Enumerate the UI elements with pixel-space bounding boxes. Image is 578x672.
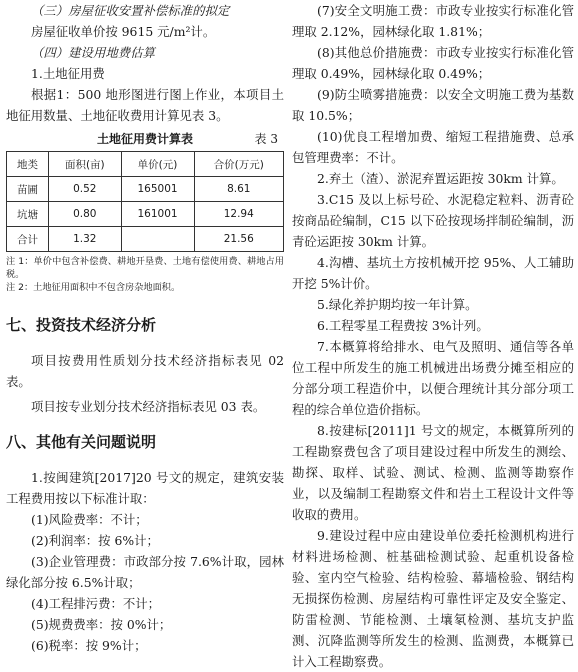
section-8-paragraph-1: 1.按闽建筑[2017]20 号文的规定，建筑安装工程费用按以下标准计取：: [6, 470, 284, 506]
table-cell: 坑塘: [7, 202, 49, 227]
table-cell: [121, 227, 194, 252]
table-title: 土地征用费计算表: [96, 132, 193, 146]
table-caption: [6, 128, 284, 150]
table-header-cell: 合价(万元): [194, 152, 283, 177]
table-cell: 161001: [121, 202, 194, 227]
paragraph-excellent-project-fee: (10)优良工程增加费、缩短工程措施费、总承包管理费率：不计。: [292, 129, 574, 165]
section-7-paragraph-1: 项目按费用性质划分技术经济指标表见 02 表。: [6, 353, 284, 389]
table-header-row: [7, 152, 284, 177]
table-cell: 0.52: [49, 177, 121, 202]
table-notes: [6, 255, 284, 294]
paragraph-minor-works: 6.工程零星工程费按 3%计列。: [317, 318, 489, 333]
table-note-2: 注 2：土地征用面积中不包含房杂地面积。: [6, 282, 181, 293]
table-cell: 合计: [7, 227, 49, 252]
table-cell: 165001: [121, 177, 194, 202]
list-item: (4)工程排污费：不计；: [31, 596, 161, 611]
paragraph-machinery-fee: 7.本概算将给排水、电气及照明、通信等各单位工程中所发生的施工机械进出场费分摊至相应的分部分项工程造价中，以便合理统计其分部分项工程的综合单位造价指标。: [292, 339, 574, 417]
paragraph-greening-maintenance: 5.绿化养护期均按一年计算。: [317, 297, 478, 312]
table-header-cell: 单价(元): [121, 152, 194, 177]
paragraph-dust-spray-fee: (9)防尘喷雾措施费：以安全文明施工费为基数取 10.5%；: [292, 87, 574, 123]
table-header-cell: 面积(亩): [49, 152, 121, 177]
table-header-cell: 地类: [7, 152, 49, 177]
left-column: [6, 0, 284, 656]
heading-compensation-standard: （三）房屋征收安置补偿标准的拟定: [31, 3, 230, 18]
paragraph-house-price: 房屋征收单价按 9615 元/m²计。: [31, 24, 216, 39]
paragraph-land-basis: 根据1：500 地形图进行图上作业，本项目土地征用数量、土地征收费用计算见表 3。: [6, 87, 284, 123]
table-cell: 1.32: [49, 227, 121, 252]
paragraph-concrete: 3.C15 及以上标号砼、水泥稳定粒料、沥青砼按商品砼编制，C15 以下砼按现场拌制砼编制，沥青砼运距按 30km 计算。: [292, 192, 574, 249]
list-item: (2)利润率：按 6%计；: [31, 533, 159, 548]
section-8-title: 八、其他有关问题说明: [6, 433, 157, 451]
paragraph-safety-fee: (7)安全文明施工费：市政专业按实行标准化管理取 2.12%，园林绿化取 1.81%；: [292, 3, 574, 39]
table-cell: 0.80: [49, 202, 121, 227]
list-item: (1)风险费率：不计；: [31, 512, 148, 527]
table-cell: 12.94: [194, 202, 283, 227]
list-item: (6)税率：按 9%计；: [31, 638, 147, 653]
paragraph-spoil-distance: 2.弃土（渣）、淤泥弃置运距按 30km 计算。: [317, 171, 564, 186]
paragraph-testing-fee: 9.建设过程中应由建设单位委托检测机构进行材料进场检测、桩基础检测试验、起重机设备检验、室内空气检验、结构检验、幕墙检验、钢结构无损探伤检测、房屋结构可靠性评定及安全鉴定、防雷检测、节能检测、土壤氡检测、基坑支护监测、沉降监测等所发生的检测、监测费，本概算已计入工程勘察费。: [292, 528, 574, 669]
paragraph-excavation: 4.沟槽、基坑土方按机械开挖 95%、人工辅助开挖 5%计价。: [292, 255, 574, 291]
table-note-1: 注 1：单价中包含补偿费、耕地开垦费、土地有偿使用费、耕地占用税。: [6, 256, 284, 280]
paragraph-other-measures-fee: (8)其他总价措施费：市政专业按实行标准化管理取 0.49%，园林绿化取 0.49%；: [292, 45, 574, 81]
list-item: (3)企业管理费：市政部分按 7.6%计取，园林绿化部分按 6.5%计取；: [6, 554, 284, 590]
list-item: (5)规费费率：按 0%计；: [31, 617, 172, 632]
paragraph-survey-fee: 8.按建标[2011]1 号文的规定，本概算所列的工程勘察费包含了项目建设过程中所发生的测绘、勘探、取样、试验、测试、检测、监测等勘察作业，以及编制工程勘察文件和岩土工程设计文件等收取的费用。: [292, 423, 574, 522]
section-7-paragraph-2: 项目按专业划分技术经济指标表见 03 表。: [31, 399, 266, 414]
table-row: [7, 227, 284, 252]
heading-land-requisition-fee: 1.土地征用费: [31, 66, 105, 81]
land-fee-table: [6, 151, 284, 252]
table-cell: 8.61: [194, 177, 283, 202]
table-row: [7, 177, 284, 202]
section-7-title: 七、投资技术经济分析: [6, 316, 157, 334]
table-row: [7, 202, 284, 227]
heading-land-cost-estimate: （四）建设用地费估算: [31, 45, 155, 60]
right-column: [292, 0, 574, 672]
table-cell: 苗圃: [7, 177, 49, 202]
table-cell: 21.56: [194, 227, 283, 252]
table-number: 表 3: [254, 132, 278, 146]
